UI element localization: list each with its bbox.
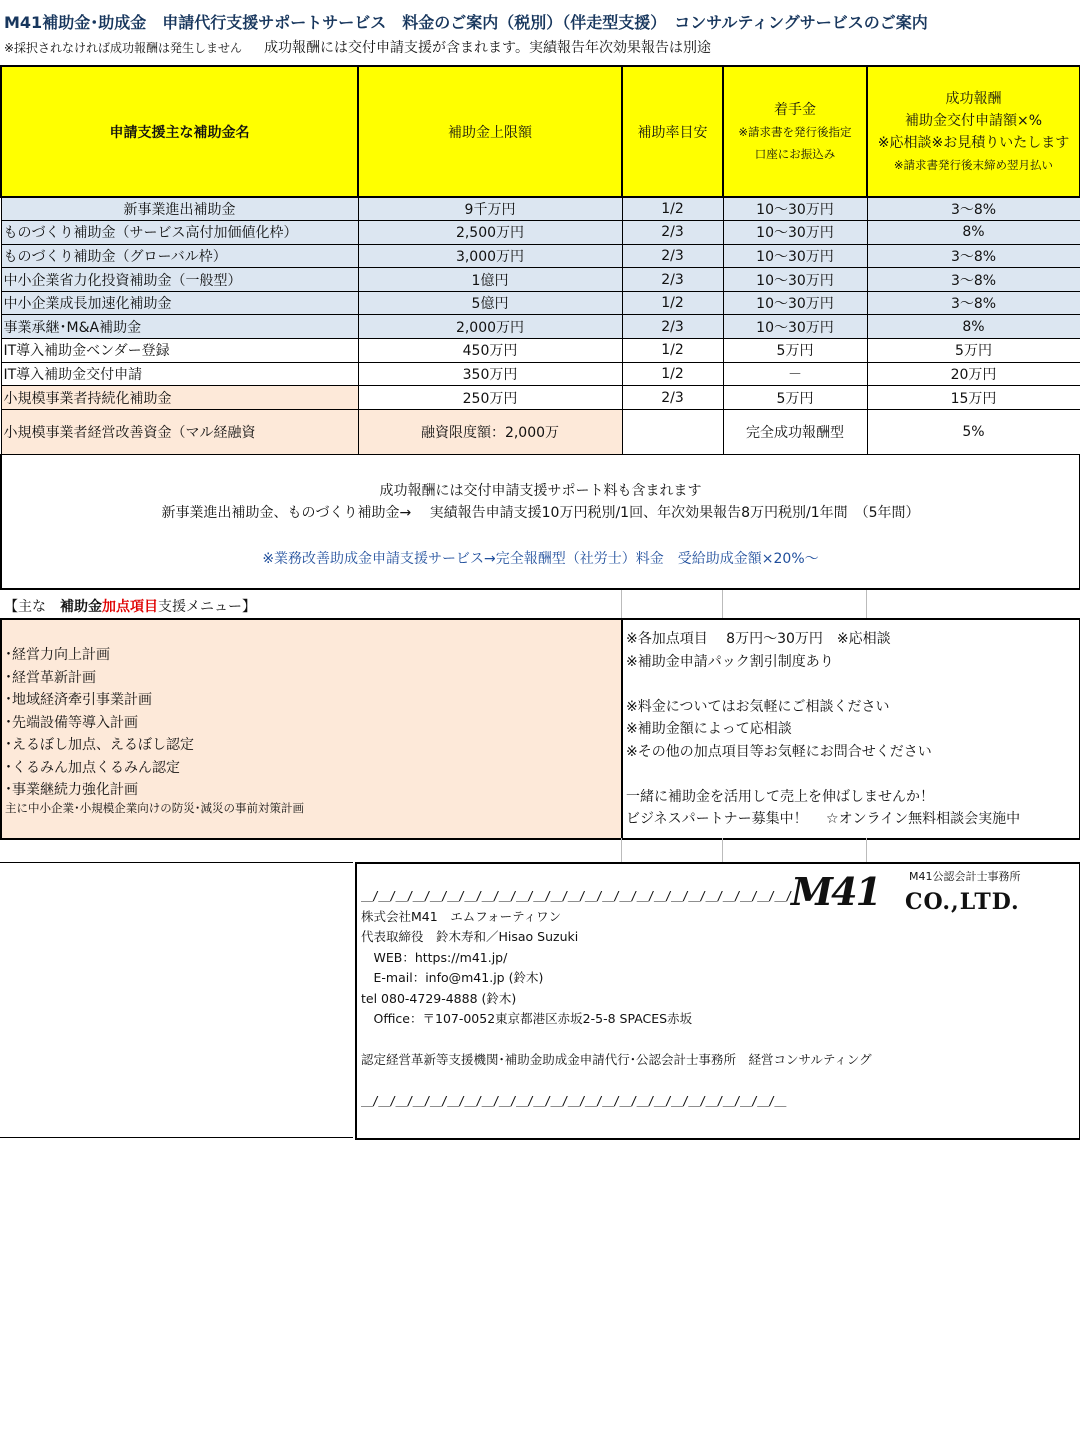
- row-limit: 2,000万円: [358, 315, 622, 339]
- header-upfront-fee: [723, 66, 867, 197]
- row-success: 20万円: [867, 362, 1080, 386]
- notes-line1: 成功報酬には交付申請支援サポート料も含まれます: [379, 483, 702, 499]
- row-name: 新事業進出補助金: [1, 197, 358, 221]
- row-limit: 融資限度額：2,000万: [358, 409, 622, 454]
- row-limit: 2,500万円: [358, 221, 622, 245]
- row-limit: 350万円: [358, 362, 622, 386]
- section-suffix: 支援メニュー】: [158, 599, 256, 615]
- row-success: 8%: [867, 221, 1080, 245]
- upfront-fee-note1: ※請求書を発行後指定: [738, 124, 852, 139]
- row-success: 3～8%: [867, 244, 1080, 268]
- divider: [621, 838, 622, 862]
- logo-mark: M41: [791, 869, 880, 914]
- divider: [722, 838, 723, 862]
- row-fee: 10～30万円: [723, 291, 867, 315]
- menu-right-line: ※料金についてはお気軽にご相談ください: [626, 698, 890, 715]
- notes-line2: 新事業進出補助金、ものづくり補助金→ 実績報告申請支援10万円税別/1回、年次効果報告8万円税別/1年間 （5年間）: [161, 505, 920, 521]
- row-limit: 5億円: [358, 291, 622, 315]
- row-name: 小規模事業者経営改善資金（マル経融資: [1, 409, 358, 454]
- row-rate: [622, 409, 723, 454]
- row-success: 3～8%: [867, 268, 1080, 292]
- table-row: [1, 362, 1080, 386]
- row-fee: －: [723, 362, 867, 386]
- section-prefix: 【主な: [4, 599, 60, 615]
- section-red: 加点項目: [102, 599, 158, 615]
- row-name: ものづくり補助金（サービス高付加価値化枠）: [1, 221, 358, 245]
- row-success: 3～8%: [867, 197, 1080, 221]
- company-office: Office：〒107-0052東京都港区赤坂2-5-8 SPACES赤坂: [361, 1011, 693, 1026]
- notes-line3-rest: 完全報酬型（社労士）料金 受給助成金額×20%～: [495, 551, 819, 567]
- page-title: M41補助金･助成金 申請代行支援サポートサービス 料金のご案内（税別）（伴走型支援） コンサルティングサービスのご案内: [4, 13, 928, 32]
- success-fee-title: 成功報酬: [945, 90, 1002, 107]
- fee-table: [0, 65, 1080, 455]
- row-success: 5万円: [867, 339, 1080, 363]
- list-item: ･事業継続力強化計画: [5, 782, 138, 798]
- row-success: 15万円: [867, 386, 1080, 410]
- row-fee: 5万円: [723, 339, 867, 363]
- dash-divider: ＿/＿/＿/＿/＿/＿/＿/＿/＿/＿/＿/＿/＿/＿/＿/＿/＿/＿/＿/＿/＿/＿/＿/＿/＿: [361, 1094, 786, 1108]
- divider: [621, 590, 622, 618]
- row-name: 中小企業省力化投資補助金（一般型）: [1, 268, 358, 292]
- table-row: [1, 409, 1080, 454]
- header-subsidy-name: 申請支援主な補助金名: [1, 66, 358, 197]
- row-name: IT導入補助金交付申請: [1, 362, 358, 386]
- menu-right-line: ※補助金申請パック割引制度あり: [626, 653, 834, 670]
- row-fee: 10～30万円: [723, 221, 867, 245]
- row-name: IT導入補助金ベンダー登録: [1, 339, 358, 363]
- row-name: ものづくり補助金（グローバル枠）: [1, 244, 358, 268]
- empty-cell: [0, 862, 353, 1138]
- table-row: [1, 244, 1080, 268]
- row-success: 5%: [867, 409, 1080, 454]
- menu-box: [0, 618, 1080, 840]
- header-success-fee: [867, 66, 1080, 197]
- menu-right-line: ビジネスパートナー募集中！ ☆オンライン無料相談会実施中: [626, 811, 1021, 827]
- list-item: ･えるぼし加点、えるぼし認定: [5, 737, 194, 753]
- logo-suffix: CO.,LTD.: [905, 889, 1020, 915]
- menu-left-panel: [2, 620, 623, 838]
- row-rate: 1/2: [622, 197, 723, 221]
- company-web: WEB：https://m41.jp/: [361, 949, 508, 965]
- table-row: [1, 339, 1080, 363]
- menu-footnote: 主に中小企業･小規模企業向けの防災･減災の事前対策計画: [5, 801, 304, 815]
- row-success: 3～8%: [867, 291, 1080, 315]
- header-rate: 補助率目安: [622, 66, 723, 197]
- section-heading: [4, 596, 256, 616]
- divider: [866, 838, 867, 862]
- success-fee-line2: 補助金交付申請額×%: [904, 112, 1043, 129]
- upfront-fee-title: 着手金: [774, 101, 816, 118]
- no-fee-note: ※採択されなければ成功報酬は発生しません: [4, 41, 243, 55]
- row-rate: 2/3: [622, 268, 723, 292]
- notes-line3: [2, 548, 1079, 568]
- company-name: 株式会社M41 エムフォーティワン: [361, 908, 562, 924]
- row-limit: 1億円: [358, 268, 622, 292]
- row-name: 小規模事業者持続化補助金: [1, 386, 358, 410]
- row-rate: 1/2: [622, 339, 723, 363]
- company-email: E-mail：info@m41.jp (鈴木): [361, 970, 544, 985]
- row-limit: 3,000万円: [358, 244, 622, 268]
- logo-office-name: M41公認会計士事務所: [909, 870, 1021, 883]
- row-rate: 1/2: [622, 362, 723, 386]
- row-name: 事業承継･M&A補助金: [1, 315, 358, 339]
- table-row: [1, 197, 1080, 221]
- table-row: [1, 291, 1080, 315]
- table-row: [1, 268, 1080, 292]
- row-success: 8%: [867, 315, 1080, 339]
- row-limit: 250万円: [358, 386, 622, 410]
- success-fee-note: 成功報酬には交付申請支援が含まれます。実績報告年次効果報告は別途: [264, 40, 711, 56]
- section-bold: 補助金: [60, 599, 102, 615]
- row-rate: 2/3: [622, 221, 723, 245]
- menu-list: [5, 644, 194, 802]
- table-row: [1, 386, 1080, 410]
- row-fee: 10～30万円: [723, 268, 867, 292]
- subtitle-note: [4, 37, 711, 57]
- notes-box: [0, 454, 1080, 590]
- list-item: ･経営革新計画: [5, 669, 96, 686]
- company-details: [361, 886, 872, 1112]
- company-desc: 認定経営革新等支援機関･補助金助成金申請代行･公認会計士事務所 経営コンサルティング: [361, 1052, 872, 1067]
- table-header-row: [1, 66, 1080, 197]
- row-rate: 1/2: [622, 291, 723, 315]
- row-fee: 5万円: [723, 386, 867, 410]
- list-item: ･先端設備等導入計画: [5, 714, 138, 731]
- divider: [866, 590, 867, 618]
- row-rate: 2/3: [622, 315, 723, 339]
- dash-divider: ＿/＿/＿/＿/＿/＿/＿/＿/＿/＿/＿/＿/＿/＿/＿/＿/＿/＿/＿/＿/＿/＿/＿/＿/＿/: [361, 889, 792, 903]
- row-limit: 450万円: [358, 339, 622, 363]
- menu-right-line: [626, 763, 1020, 786]
- row-fee: 10～30万円: [723, 244, 867, 268]
- company-rep: 代表取締役 鈴木寿和／Hisao Suzuki: [361, 929, 579, 944]
- success-fee-line4: ※請求書発行後末締め翌月払い: [893, 157, 1054, 172]
- list-item: ･くるみん加点くるみん認定: [5, 759, 180, 776]
- table-row: [1, 221, 1080, 245]
- menu-right-line: ※各加点項目 8万円～30万円 ※応相談: [626, 631, 891, 647]
- row-fee: 10～30万円: [723, 315, 867, 339]
- menu-right-line: [626, 673, 1020, 696]
- notes-line3-blue: ※業務改善助成金申請支援サービス→: [262, 551, 496, 567]
- row-rate: 2/3: [622, 244, 723, 268]
- row-rate: 2/3: [622, 386, 723, 410]
- row-name: 中小企業成長加速化補助金: [1, 291, 358, 315]
- menu-right-line: 一緒に補助金を活用して売上を伸ばしませんか！: [626, 788, 934, 805]
- menu-right-line: ※その他の加点項目等お気軽にお問合せください: [626, 743, 932, 760]
- table-row: [1, 315, 1080, 339]
- company-info-box: [355, 862, 1080, 1140]
- menu-right-line: ※補助金額によって応相談: [626, 721, 792, 737]
- list-item: ･地域経済牽引事業計画: [5, 692, 152, 708]
- header-limit: 補助金上限額: [358, 66, 622, 197]
- row-fee: 10～30万円: [723, 197, 867, 221]
- row-limit: 9千万円: [358, 197, 622, 221]
- row-fee: 完全成功報酬型: [723, 409, 867, 454]
- company-tel: tel 080-4729-4888 (鈴木): [361, 990, 517, 1006]
- success-fee-line3: ※応相談※お見積りいたします: [877, 134, 1070, 151]
- list-item: ･経営力向上計画: [5, 647, 110, 663]
- menu-right-panel: [626, 628, 1020, 831]
- divider: [722, 590, 723, 618]
- upfront-fee-note2: 口座にお振込み: [754, 146, 836, 161]
